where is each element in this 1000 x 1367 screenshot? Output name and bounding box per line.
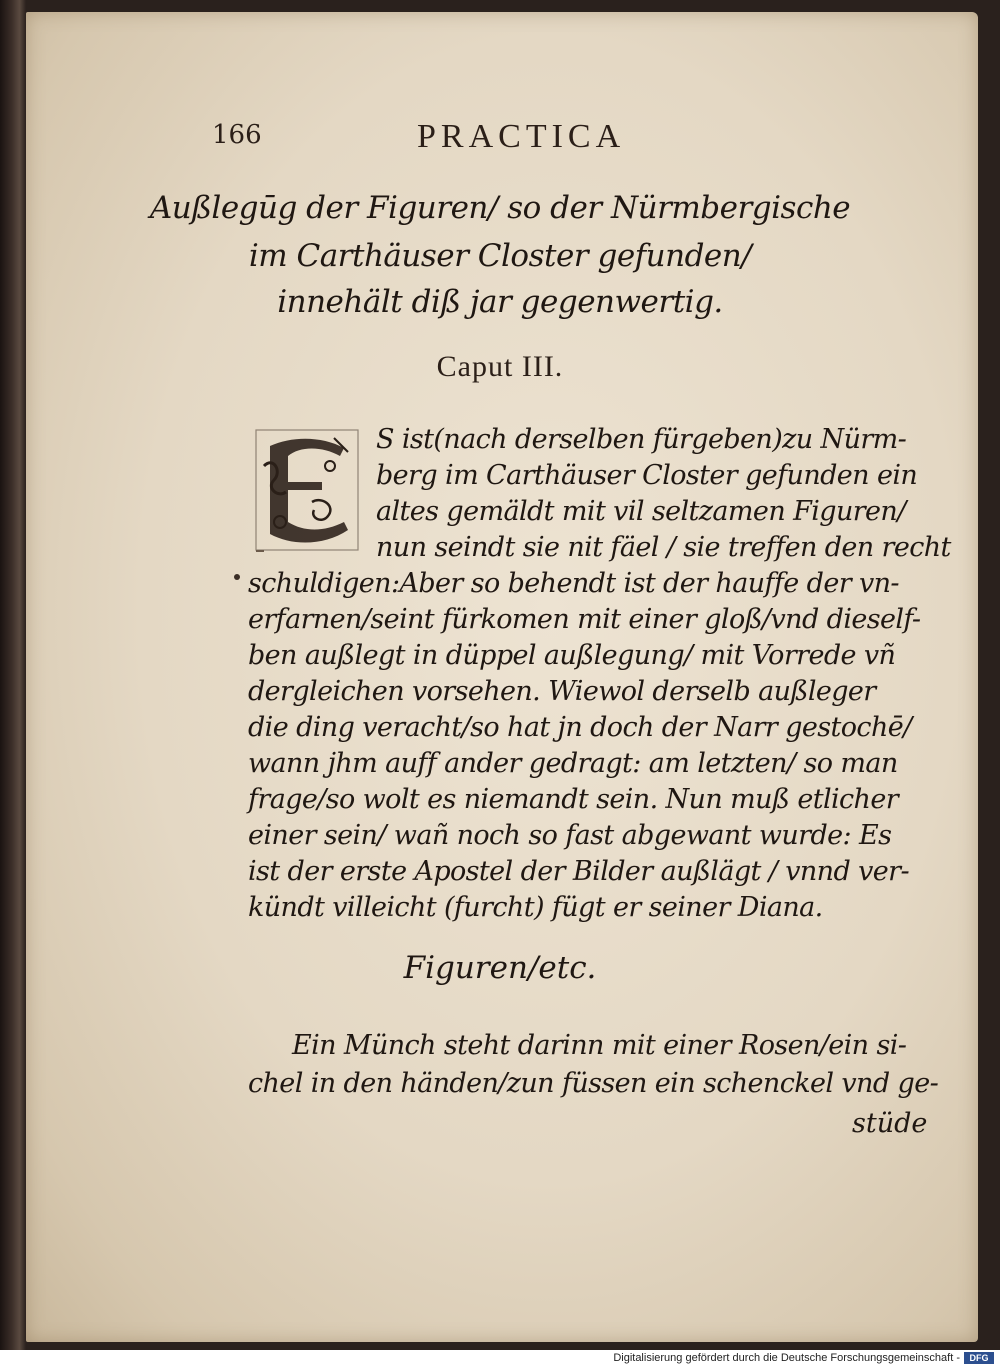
body-line-11: frage/so wolt es niemandt sein. Nun muß etlicher: [248, 784, 899, 815]
body-line-5: schuldigen:Aber so behendt ist der hauffe der vn-: [248, 568, 899, 599]
page-header: [212, 114, 672, 164]
body-line-4: nun seindt sie nit fäel / sie treffen den recht: [376, 532, 951, 563]
dfg-logo: DFG: [964, 1352, 994, 1364]
section-line-2: chel in den händen/zun füssen ein schenckel vnd ge-: [248, 1068, 939, 1099]
body-line-1: S ist(nach derselben fürgeben)zu Nürm-: [376, 424, 907, 455]
body-line-6: erfarnen/seint fürkomen mit einer gloß/vnd dieself-: [248, 604, 921, 635]
body-line-9: die ding veracht/so hat jn doch der Narr gestochē/: [248, 712, 912, 743]
margin-dot: [234, 574, 240, 580]
body-line-7: ben außlegt in düppel außlegung/ mit Vorrede vñ: [248, 640, 896, 671]
body-line-13: ist der erste Apostel der Bilder außlägt / vnnd ver-: [248, 856, 909, 887]
title-line-2: im Carthäuser Closter gefunden/: [248, 238, 752, 274]
catchword: stüde: [852, 1108, 928, 1139]
body-line-2: berg im Carthäuser Closter gefunden ein: [376, 460, 918, 491]
footer-credit: Digitalisierung gefördert durch die Deutsche Forschungsgemeinschaft -: [613, 1352, 960, 1364]
section-heading: Figuren/etc.: [403, 950, 597, 986]
title-line-1: Außlegūg der Figuren/ so der Nürmbergische: [149, 190, 851, 226]
body-line-3: altes gemäldt mit vil seltzamen Figuren/: [376, 496, 906, 527]
decorated-initial: [252, 426, 362, 554]
decorated-initial-svg: [252, 426, 362, 554]
title-line-3: innehält diß jar gegenwertig.: [277, 284, 723, 320]
section-line-1: Ein Münch steht darinn mit einer Rosen/ein si-: [292, 1030, 907, 1061]
body-line-8: dergleichen vorsehen. Wiewol derselb außleger: [248, 676, 876, 707]
body-line-10: wann jhm auff ander gedragt: am letzten/ so man: [248, 748, 898, 779]
page-number: 166: [212, 120, 262, 150]
running-head: PRACTICA: [417, 118, 626, 155]
body-line-14: kündt villeicht (furcht) fügt er seiner Diana.: [248, 892, 823, 923]
margin-dash: [256, 550, 264, 552]
body-line-12: einer sein/ wañ noch so fast abgewant wurde: Es: [248, 820, 892, 851]
chapter-heading: Caput III.: [436, 350, 564, 383]
